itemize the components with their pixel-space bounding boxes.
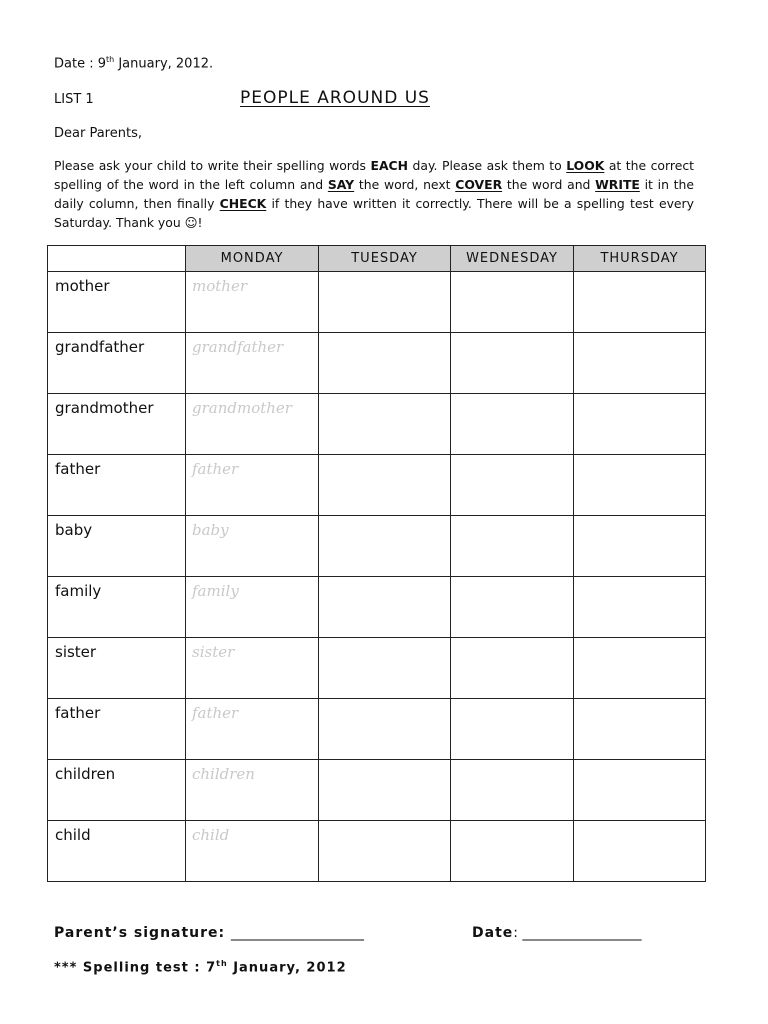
parent-signature-field[interactable] [54,925,364,941]
trace-word: father [192,704,239,722]
trace-word: grandmother [192,399,292,417]
page-title: PEOPLE AROUND US [240,88,430,108]
tuesday-cell[interactable] [319,699,451,760]
wednesday-cell[interactable] [451,699,574,760]
spelling-word: children [55,765,116,783]
instructions-paragraph: Please ask your child to write their spelling words EACH day. Please ask them to LOOK at the correct spelling of the word in the left column and SAY the word, next COVER the word and WRITE it in the daily column, then finally CHECK if they have written it correctly. There will be a spelling test every Saturday. Thank you ☺! [54,158,694,230]
spelling-table [47,245,706,882]
tuesday-cell[interactable] [319,638,451,699]
thursday-cell[interactable] [574,638,706,699]
spelling-word: child [55,826,91,844]
wednesday-cell[interactable] [451,516,574,577]
table-row [48,272,706,333]
table-row [48,333,706,394]
word-cell [48,516,186,577]
tuesday-cell[interactable] [319,333,451,394]
monday-cell[interactable] [186,760,319,821]
monday-cell[interactable] [186,638,319,699]
trace-word: baby [192,521,229,539]
table-row [48,516,706,577]
wednesday-cell[interactable] [451,333,574,394]
wednesday-cell[interactable] [451,638,574,699]
monday-cell[interactable] [186,333,319,394]
word-cell [48,272,186,333]
monday-cell[interactable] [186,699,319,760]
wednesday-cell[interactable] [451,455,574,516]
signature-label: Parent’s signature: [54,925,232,941]
spelling-test-note: *** Spelling test : 7th January, 2012 [54,959,347,976]
table-header-row [48,246,706,272]
word-cell [48,821,186,882]
word-cell [48,455,186,516]
date-text: Date : 9 [54,56,106,72]
wednesday-cell[interactable] [451,272,574,333]
thursday-cell[interactable] [574,760,706,821]
spelling-word: baby [55,521,93,539]
thursday-cell[interactable] [574,394,706,455]
tuesday-cell[interactable] [319,394,451,455]
spelling-word: sister [55,643,97,661]
keyword-write: WRITE [595,177,640,192]
keyword-each: EACH [370,158,409,173]
tuesday-cell[interactable] [319,516,451,577]
trace-word: child [192,826,230,844]
header-blank [48,246,186,272]
keyword-look: LOOK [566,158,605,173]
monday-cell[interactable] [186,821,319,882]
spelling-word: mother [55,277,110,295]
date-label: Date [472,925,514,941]
header-wednesday: WEDNESDAY [451,246,574,272]
word-cell [48,638,186,699]
trace-word: family [192,582,239,600]
spelling-word: father [55,460,101,478]
keyword-check: CHECK [219,196,267,211]
word-cell [48,760,186,821]
thursday-cell[interactable] [574,333,706,394]
monday-cell[interactable] [186,394,319,455]
thursday-cell[interactable] [574,455,706,516]
table-row [48,394,706,455]
monday-cell[interactable] [186,516,319,577]
header-monday: MONDAY [186,246,319,272]
wednesday-cell[interactable] [451,394,574,455]
spelling-word: grandfather [55,338,145,356]
thursday-cell[interactable] [574,577,706,638]
trace-word: sister [192,643,235,661]
list-label: LIST 1 [54,92,94,107]
trace-word: mother [192,277,247,295]
date-suffix: th [106,55,115,64]
wednesday-cell[interactable] [451,821,574,882]
keyword-say: SAY [327,177,355,192]
tuesday-cell[interactable] [319,272,451,333]
wednesday-cell[interactable] [451,577,574,638]
signature-line[interactable]: ___________________ [231,925,365,941]
monday-cell[interactable] [186,577,319,638]
spelling-word: grandmother [55,399,154,417]
trace-word: father [192,460,239,478]
monday-cell[interactable] [186,272,319,333]
thursday-cell[interactable] [574,272,706,333]
table-row [48,455,706,516]
trace-word: grandfather [192,338,284,356]
spelling-word: father [55,704,101,722]
header-tuesday: TUESDAY [319,246,451,272]
thursday-cell[interactable] [574,821,706,882]
date-line [54,55,213,71]
monday-cell[interactable] [186,455,319,516]
greeting: Dear Parents, [54,126,142,141]
trace-word: children [192,765,255,783]
table-row [48,577,706,638]
table-row [48,821,706,882]
word-cell [48,394,186,455]
word-cell [48,333,186,394]
date-line-blank[interactable]: _________________ [522,925,642,941]
tuesday-cell[interactable] [319,577,451,638]
word-cell [48,699,186,760]
tuesday-cell[interactable] [319,455,451,516]
date-text-rest: January, 2012. [114,56,214,72]
table-row [48,760,706,821]
signature-date-field[interactable]: Date: _________________ [472,925,642,941]
header-thursday: THURSDAY [574,246,706,272]
table-row [48,699,706,760]
tuesday-cell[interactable] [319,760,451,821]
word-cell [48,577,186,638]
thursday-cell[interactable] [574,516,706,577]
thursday-cell[interactable] [574,699,706,760]
spelling-word: family [55,582,102,600]
tuesday-cell[interactable] [319,821,451,882]
table-row [48,638,706,699]
wednesday-cell[interactable] [451,760,574,821]
keyword-cover: COVER [455,177,503,192]
